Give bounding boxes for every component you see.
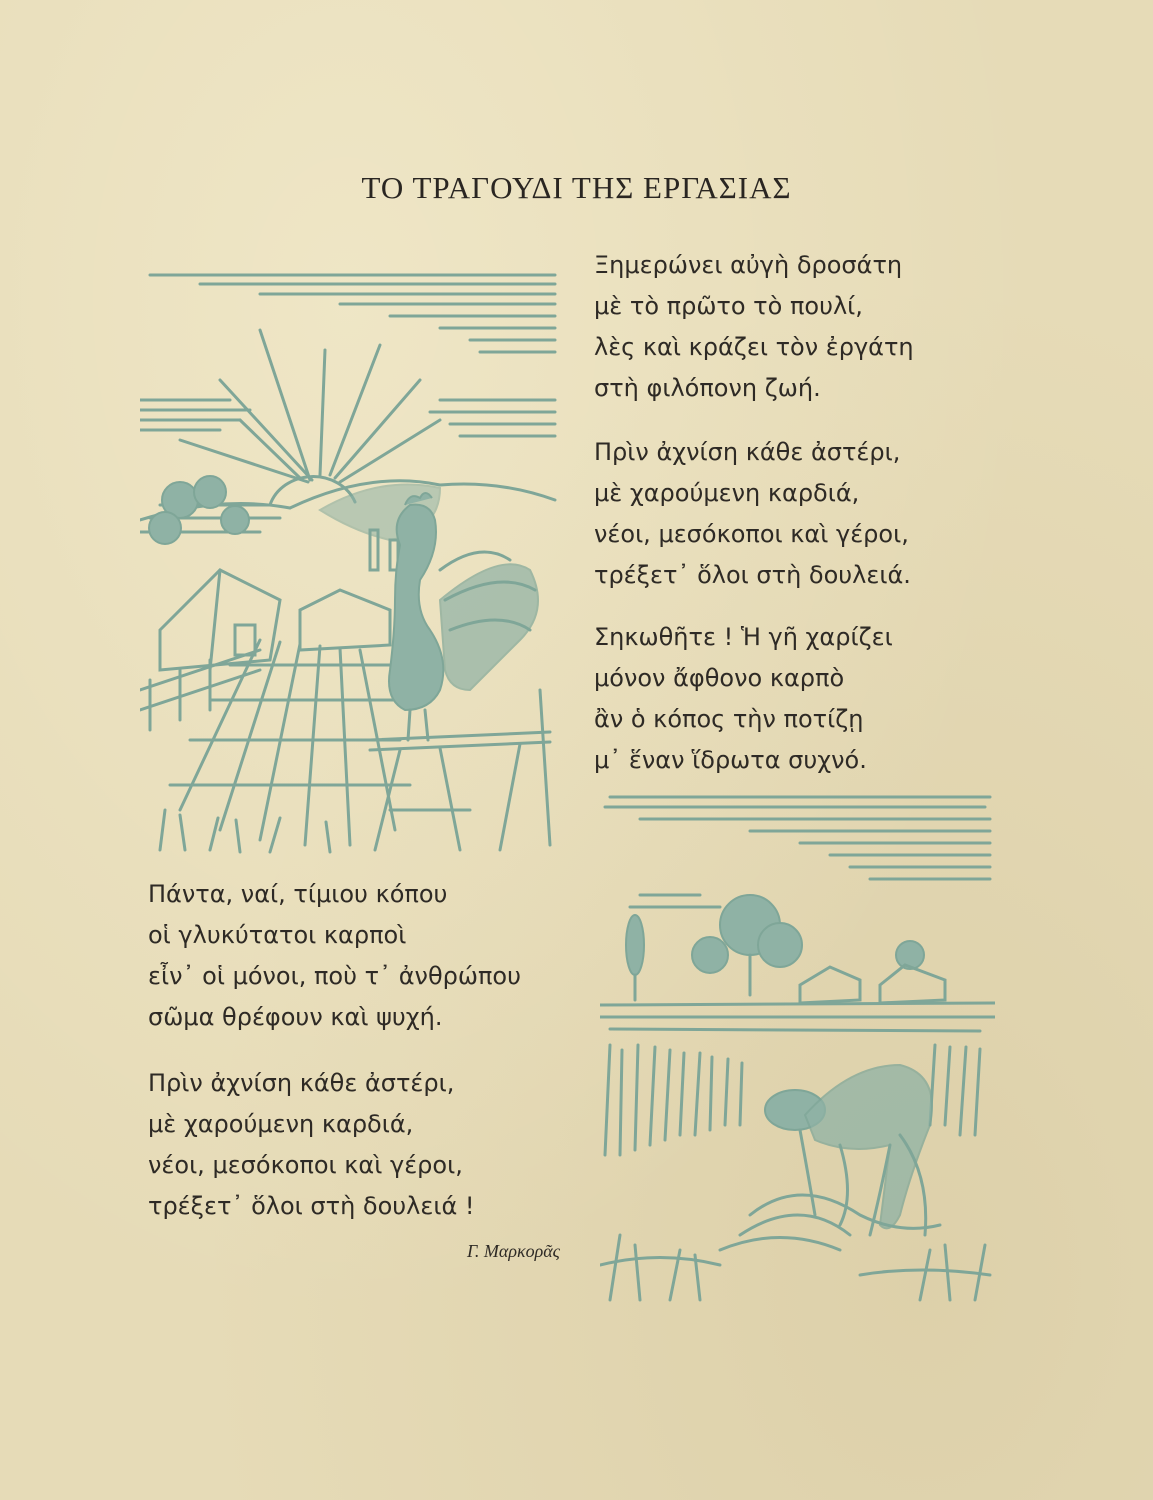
verse-line: νέοι, μεσόκοποι καὶ γέροι,	[148, 1151, 463, 1179]
verse-line: Πρὶν ἀχνίση κάθε ἀστέρι,	[148, 1069, 455, 1097]
verse-line: Σηκωθῆτε ! Ἡ γῆ χαρίζει	[594, 623, 893, 651]
poem-title: ΤΟ ΤΡΑΓΟΥΔΙ ΤΗΣ ΕΡΓΑΣΙΑΣ	[361, 170, 792, 205]
verse-line: Ξημερώνει αὐγὴ δροσάτη	[594, 251, 903, 279]
stanza	[594, 432, 911, 596]
verse-line: τρέξετ᾽ ὅλοι στὴ δουλειά !	[148, 1192, 475, 1220]
author-signature: Γ. Μαρκορᾶς	[466, 1241, 560, 1261]
stanza	[148, 1063, 475, 1227]
stanza	[148, 874, 521, 1038]
rooster-sunrise-illustration	[140, 270, 560, 855]
verse-line: λὲς καὶ κράζει τὸν ἐργάτη	[594, 333, 914, 361]
verse-line: μὲ χαρούμενη καρδιά,	[148, 1110, 414, 1138]
verse-line: σῶμα θρέφουν καὶ ψυχή.	[148, 1003, 443, 1031]
verse-line: στὴ φιλόπονη ζωή.	[594, 374, 821, 402]
verse-line: μ᾽ ἕναν ἵδρωτα συχνό.	[594, 746, 867, 774]
verse-line: Πρὶν ἀχνίση κάθε ἀστέρι,	[594, 438, 901, 466]
verse-line: εἶν᾽ οἱ μόνοι, ποὺ τ᾽ ἀνθρώπου	[148, 962, 521, 990]
harvester-illustration	[600, 795, 995, 1305]
stanza	[594, 245, 914, 409]
verse-line: ἂν ὁ κόπος τὴν ποτίζῃ	[594, 705, 864, 733]
verse-line: μὲ χαρούμενη καρδιά,	[594, 479, 860, 507]
verse-line: μόνον ἄφθονο καρπὸ	[594, 664, 845, 692]
verse-line: νέοι, μεσόκοποι καὶ γέροι,	[594, 520, 909, 548]
verse-line: οἱ γλυκύτατοι καρποὶ	[148, 921, 407, 949]
verse-line: Πάντα, ναί, τίμιου κόπου	[148, 880, 448, 908]
stanza	[594, 617, 893, 781]
verse-line: μὲ τὸ πρῶτο τὸ πουλί,	[594, 292, 863, 320]
verse-line: τρέξετ᾽ ὅλοι στὴ δουλειά.	[594, 561, 911, 589]
